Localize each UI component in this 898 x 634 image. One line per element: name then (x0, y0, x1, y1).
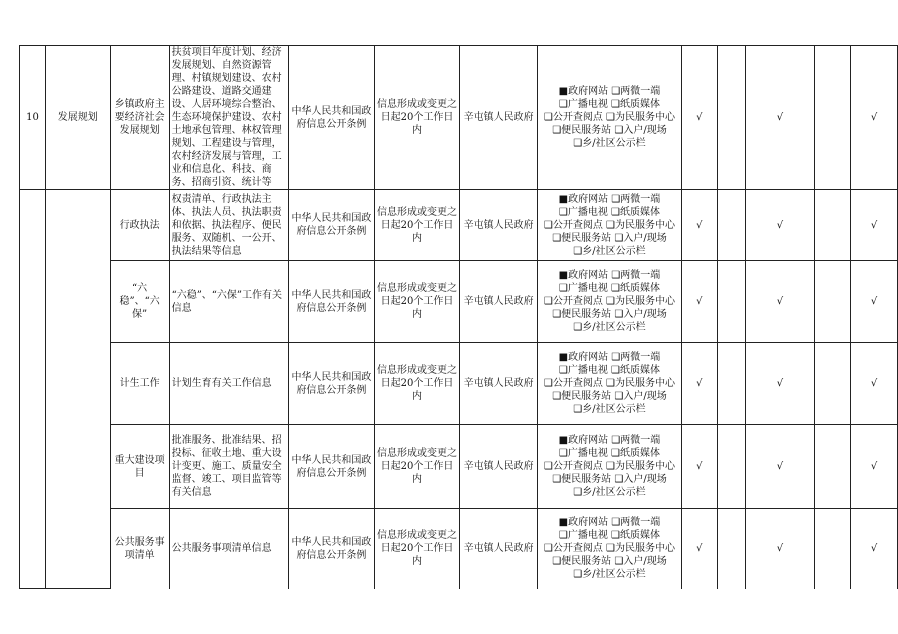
channels-cell (537, 190, 681, 261)
content-cell: 计划生育有关工作信息 (169, 343, 289, 425)
channel-line: ❑乡/社区公示栏 (573, 138, 646, 149)
subject-cell: 辛屯镇人民政府 (460, 261, 538, 343)
time-limit-cell: 信息形成或变更之日起20个工作日内 (374, 46, 460, 190)
channels-cell (537, 425, 681, 509)
channel-line: ❑广播电视 ❑纸质媒体 (558, 283, 661, 294)
table-row (20, 46, 898, 190)
subject-cell: 辛屯镇人民政府 (460, 190, 538, 261)
row-number (20, 190, 46, 589)
channel-line: ❑广播电视 ❑纸质媒体 (558, 530, 661, 542)
channel-line: ❑公开查阅点 ❑为民服务中心 (543, 543, 676, 555)
item-cell: 行政执法 (110, 190, 169, 261)
tick-cell: √ (681, 509, 717, 589)
tick-cell: √ (681, 190, 717, 261)
content-cell: 公共服务事项清单信息 (169, 509, 289, 589)
channel-line: ❑便民服务站 ❑入户/现场 (552, 125, 667, 136)
channel-line: ❑便民服务站 ❑入户/现场 (552, 556, 667, 568)
basis-cell: 中华人民共和国政府信息公开条例 (289, 425, 375, 509)
channel-line: ■政府网站 ❑两微一端 (558, 517, 661, 529)
tick-cell: √ (745, 509, 815, 589)
tick-cell (815, 190, 851, 261)
content-cell: “六稳”、“六保”工作有关信息 (169, 261, 289, 343)
channels-cell (537, 509, 681, 589)
channel-line: ❑广播电视 ❑纸质媒体 (558, 206, 661, 218)
tick-cell: √ (745, 425, 815, 509)
channel-line: ■政府网站 ❑两微一端 (558, 193, 661, 205)
channel-line: ■政府网站 ❑两微一端 (558, 86, 661, 97)
channel-line: ❑乡/社区公示栏 (573, 569, 646, 581)
channel-line: ❑乡/社区公示栏 (573, 487, 646, 498)
tick-cell (815, 343, 851, 425)
tick-cell (717, 343, 745, 425)
table-row (20, 343, 898, 425)
tick-cell: √ (745, 46, 815, 190)
tick-cell (815, 509, 851, 589)
tick-cell: √ (851, 261, 898, 343)
basis-cell: 中华人民共和国政府信息公开条例 (289, 261, 375, 343)
channel-line: ❑乡/社区公示栏 (573, 404, 646, 415)
channel-line: ❑广播电视 ❑纸质媒体 (558, 99, 661, 110)
channel-line: ❑公开查阅点 ❑为民服务中心 (543, 219, 676, 231)
channel-line: ❑公开查阅点 ❑为民服务中心 (543, 461, 676, 472)
time-limit-cell: 信息形成或变更之日起20个工作日内 (374, 425, 460, 509)
category-cell (45, 190, 110, 589)
item-cell: 乡镇政府主要经济社会发展规划 (110, 46, 169, 190)
tick-cell (815, 425, 851, 509)
time-limit-cell: 信息形成或变更之日起20个工作日内 (374, 343, 460, 425)
content-cell: 扶贫项目年度计划、经济发展规划、自然资源管理、村镇规划建设、农村公路建设、道路交通建设、人居环境综合整治、生态环境保护建设、农村土地承包管理、林权管理规划、工程建设与管理，农村经济发展与管理，工业和信息化、科技、商务、招商引资、统计等 (169, 46, 289, 190)
tick-cell: √ (681, 343, 717, 425)
channel-line: ❑乡/社区公示栏 (573, 322, 646, 333)
tick-cell: √ (851, 46, 898, 190)
channel-line: ❑广播电视 ❑纸质媒体 (558, 448, 661, 459)
tick-cell: √ (851, 190, 898, 261)
channel-line: ❑公开查阅点 ❑为民服务中心 (543, 296, 676, 307)
tick-cell (717, 509, 745, 589)
channel-line: ■政府网站 ❑两微一端 (558, 352, 661, 363)
channel-line: ❑广播电视 ❑纸质媒体 (558, 365, 661, 376)
subject-cell: 辛屯镇人民政府 (460, 343, 538, 425)
time-limit-cell: 信息形成或变更之日起20个工作日内 (374, 190, 460, 261)
item-cell: 计生工作 (110, 343, 169, 425)
tick-cell (717, 46, 745, 190)
tick-cell (717, 425, 745, 509)
channel-line: ❑乡/社区公示栏 (573, 245, 646, 257)
channel-line: ❑便民服务站 ❑入户/现场 (552, 391, 667, 402)
subject-cell: 辛屯镇人民政府 (460, 46, 538, 190)
content-cell: 权责清单、行政执法主体、执法人员、执法职责和依据、执法程序、便民服务、双随机、一公开、执法结果等信息 (169, 190, 289, 261)
channel-line: ❑公开查阅点 ❑为民服务中心 (543, 378, 676, 389)
channels-cell (537, 343, 681, 425)
tick-cell: √ (681, 46, 717, 190)
channel-line: ❑公开查阅点 ❑为民服务中心 (543, 112, 676, 123)
subject-cell: 辛屯镇人民政府 (460, 509, 538, 589)
subject-cell: 辛屯镇人民政府 (460, 425, 538, 509)
tick-cell (717, 261, 745, 343)
table-row (20, 509, 898, 589)
item-cell: 公共服务事项清单 (110, 509, 169, 589)
channels-cell (537, 46, 681, 190)
table-row (20, 425, 898, 509)
basis-cell: 中华人民共和国政府信息公开条例 (289, 190, 375, 261)
tick-cell: √ (851, 509, 898, 589)
channel-line: ■政府网站 ❑两微一端 (558, 435, 661, 446)
channels-cell (537, 261, 681, 343)
tick-cell: √ (681, 425, 717, 509)
time-limit-cell: 信息形成或变更之日起20个工作日内 (374, 261, 460, 343)
tick-cell: √ (745, 261, 815, 343)
basis-cell: 中华人民共和国政府信息公开条例 (289, 46, 375, 190)
item-cell: “六稳”、“六保” (110, 261, 169, 343)
category-cell: 发展规划 (45, 46, 110, 190)
tick-cell: √ (745, 343, 815, 425)
channel-line: ❑便民服务站 ❑入户/现场 (552, 474, 667, 485)
table-row (20, 261, 898, 343)
row-number: 10 (20, 46, 46, 190)
disclosure-table (19, 45, 898, 589)
time-limit-cell: 信息形成或变更之日起20个工作日内 (374, 509, 460, 589)
content-cell: 批准服务、批准结果、招投标、征收土地、重大设计变更、施工、质量安全监督、竣工、项目监管等有关信息 (169, 425, 289, 509)
tick-cell (815, 46, 851, 190)
tick-cell: √ (745, 190, 815, 261)
basis-cell: 中华人民共和国政府信息公开条例 (289, 343, 375, 425)
tick-cell (815, 261, 851, 343)
tick-cell: √ (851, 425, 898, 509)
channel-line: ■政府网站 ❑两微一端 (558, 270, 661, 281)
table-row (20, 190, 898, 261)
item-cell: 重大建设项目 (110, 425, 169, 509)
basis-cell: 中华人民共和国政府信息公开条例 (289, 509, 375, 589)
tick-cell: √ (851, 343, 898, 425)
tick-cell (717, 190, 745, 261)
channel-line: ❑便民服务站 ❑入户/现场 (552, 232, 667, 244)
channel-line: ❑便民服务站 ❑入户/现场 (552, 309, 667, 320)
tick-cell: √ (681, 261, 717, 343)
